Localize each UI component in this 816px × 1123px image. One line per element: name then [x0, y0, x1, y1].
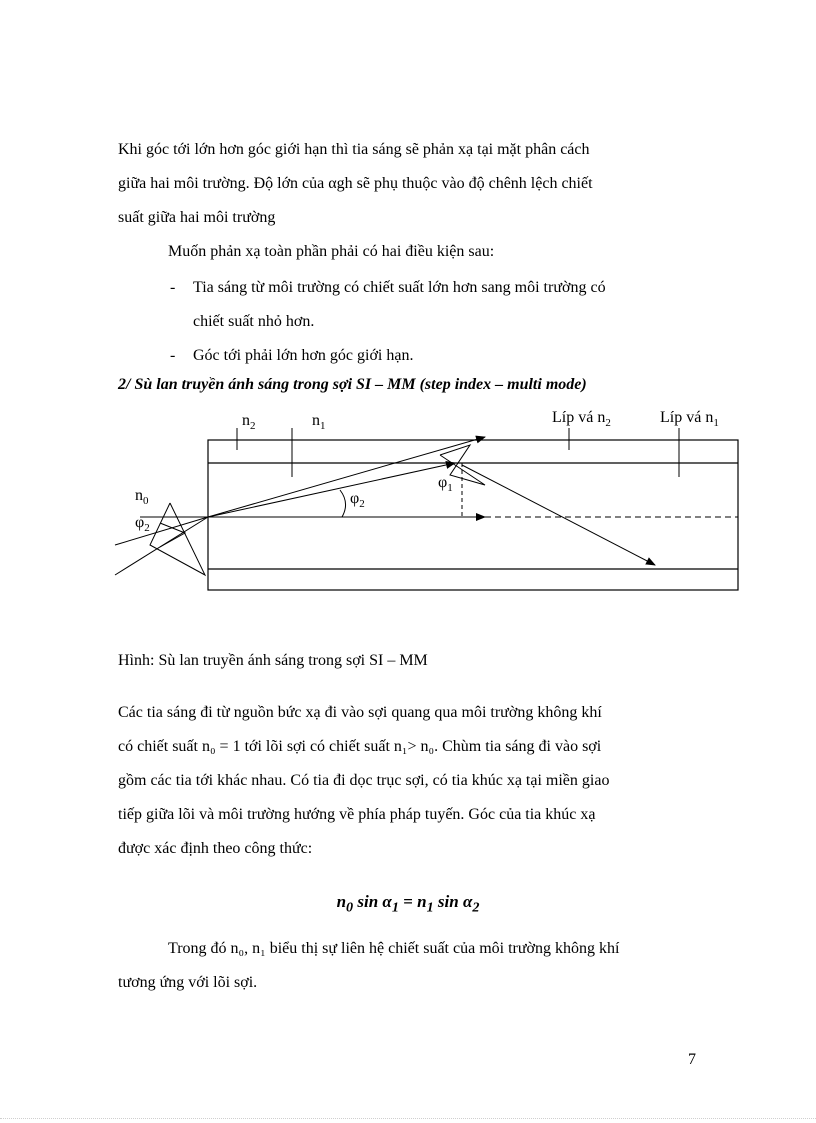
- entry-cone: [150, 503, 205, 575]
- para1-line1: Khi góc tới lớn hơn góc giới hạn thì tia sáng sẽ phản xạ tại mặt phân cách: [118, 141, 590, 158]
- para3-line3: gồm các tia tới khác nhau. Có tia đi dọc trục sợi, có tia khúc xạ tại miền giao: [118, 772, 610, 789]
- para3-line4: tiếp giữa lõi và môi trường hướng về phía pháp tuyến. Góc của tia khúc xạ: [118, 806, 596, 823]
- fiber-diagram: [0, 395, 816, 605]
- para3-line2: có chiết suất n₀ = 1 tới lõi sợi có chiết suất n₁> n₀. Chùm tia sáng đi vào sợi: [118, 738, 602, 755]
- page-number: 7: [688, 1051, 696, 1068]
- para4-line2: tương ứng với lõi sợi.: [118, 974, 258, 991]
- angle-arc-phi2: [340, 490, 346, 517]
- label-cladding-n1: Líp vá $n_1$: [660, 409, 719, 429]
- formula: $n_0$ $\sin \alpha_1 = n_1$ $\sin \alpha_2$: [336, 892, 480, 916]
- label-phi1: $\varphi_1$: [438, 474, 453, 494]
- bullet2: Góc tới phải lớn hơn góc giới hạn.: [193, 347, 414, 364]
- ray-to-interface: [208, 463, 455, 517]
- label-n2: $n_2$: [242, 412, 256, 432]
- figure-caption: Hình: Sù lan truyền ánh sáng trong sợi SI – MM: [118, 652, 428, 669]
- bullet1-line2: chiết suất nhỏ hơn.: [193, 313, 315, 330]
- section-heading: 2/ Sù lan truyền ánh sáng trong sợi SI – MM (step index – multi mode): [118, 376, 587, 393]
- para2: Muốn phản xạ toàn phần phải có hai điều kiện sau:: [168, 243, 495, 260]
- bullet-marker: -: [170, 347, 176, 364]
- ray-reflected: [462, 465, 655, 565]
- bullet-marker: -: [170, 279, 176, 296]
- label-phi2-left: $\varphi_2$: [135, 514, 150, 534]
- page-bottom-divider: [0, 1118, 816, 1119]
- bullet1-line1: Tia sáng từ môi trường có chiết suất lớn hơn sang môi trường có: [193, 279, 606, 296]
- para3-line5: được xác định theo công thức:: [118, 840, 313, 857]
- label-phi2-mid: $\varphi_2$: [350, 490, 365, 510]
- label-cladding-n2: Líp vá $n_2$: [552, 409, 611, 429]
- label-n0: $n_0$: [135, 487, 149, 507]
- para1-line3: suất giữa hai môi trường: [118, 209, 276, 226]
- para3-line1: Các tia sáng đi từ nguồn bức xạ đi vào sợi quang qua môi trường không khí: [118, 704, 602, 721]
- para1-line2: giữa hai môi trường. Độ lớn của αgh sẽ phụ thuộc vào độ chênh lệch chiết: [118, 175, 593, 192]
- para4-line1: Trong đó n₀, n₁ biểu thị sự liên hệ chiết suất của môi trường không khí: [168, 940, 620, 957]
- label-n1: $n_1$: [312, 412, 326, 432]
